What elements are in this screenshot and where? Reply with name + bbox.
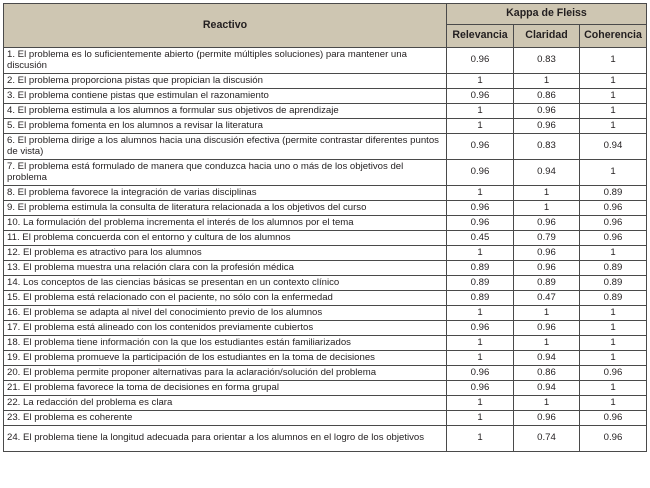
table-row [4, 246, 647, 261]
coherencia-value: 1 [580, 104, 647, 119]
table-row [4, 411, 647, 426]
coherencia-value: 1 [580, 396, 647, 411]
item-text: 19. El problema promueve la participación de los estudiantes en la toma de decisiones [4, 351, 447, 366]
coherencia-value: 1 [580, 246, 647, 261]
item-text: 5. El problema fomenta en los alumnos a revisar la literatura [4, 119, 447, 134]
claridad-value: 0.86 [514, 89, 580, 104]
table-row [4, 186, 647, 201]
relevancia-value: 1 [447, 119, 514, 134]
relevancia-value: 1 [447, 246, 514, 261]
claridad-value: 0.96 [514, 119, 580, 134]
item-text: 20. El problema permite proponer alternativas para la aclaración/solución del problema [4, 366, 447, 381]
table-row [4, 291, 647, 306]
table-row [4, 366, 647, 381]
item-text: 6. El problema dirige a los alumnos hacia una discusión efectiva (permite contrastar diferentes puntos de vista) [4, 134, 447, 160]
relevancia-value: 0.96 [447, 89, 514, 104]
table-row [4, 261, 647, 276]
relevancia-value: 0.96 [447, 160, 514, 186]
table-row [4, 48, 647, 74]
coherencia-value: 1 [580, 89, 647, 104]
item-text: 1. El problema es lo suficientemente abierto (permite múltiples soluciones) para mantener una discusión [4, 48, 447, 74]
coherencia-value: 1 [580, 306, 647, 321]
relevancia-value: 1 [447, 426, 514, 452]
item-text: 7. El problema está formulado de manera que conduzca hacia uno o más de los objetivos del problema [4, 160, 447, 186]
coherencia-value: 1 [580, 381, 647, 396]
coherencia-value: 1 [580, 74, 647, 89]
claridad-value: 0.94 [514, 160, 580, 186]
table-row [4, 104, 647, 119]
coherencia-value: 0.96 [580, 216, 647, 231]
item-text: 24. El problema tiene la longitud adecuada para orientar a los alumnos en el logro de los objetivos [4, 426, 447, 452]
header-coherencia: Coherencia [580, 25, 647, 48]
item-text: 21. El problema favorece la toma de decisiones en forma grupal [4, 381, 447, 396]
table-row [4, 89, 647, 104]
claridad-value: 1 [514, 336, 580, 351]
relevancia-value: 1 [447, 411, 514, 426]
item-text: 11. El problema concuerda con el entorno y cultura de los alumnos [4, 231, 447, 246]
table-row [4, 74, 647, 89]
header-relevancia: Relevancia [447, 25, 514, 48]
coherencia-value: 0.96 [580, 231, 647, 246]
relevancia-value: 0.89 [447, 291, 514, 306]
coherencia-value: 0.96 [580, 201, 647, 216]
item-text: 2. El problema proporciona pistas que propician la discusión [4, 74, 447, 89]
claridad-value: 0.47 [514, 291, 580, 306]
relevancia-value: 1 [447, 74, 514, 89]
coherencia-value: 0.96 [580, 366, 647, 381]
table-row [4, 119, 647, 134]
claridad-value: 0.86 [514, 366, 580, 381]
item-text: 3. El problema contiene pistas que estimulan el razonamiento [4, 89, 447, 104]
item-text: 16. El problema se adapta al nivel del conocimiento previo de los alumnos [4, 306, 447, 321]
table-row [4, 216, 647, 231]
relevancia-value: 0.96 [447, 366, 514, 381]
table-row [4, 426, 647, 452]
table-row [4, 351, 647, 366]
item-text: 14. Los conceptos de las ciencias básicas se presentan en un contexto clínico [4, 276, 447, 291]
relevancia-value: 1 [447, 351, 514, 366]
claridad-value: 1 [514, 396, 580, 411]
item-text: 4. El problema estimula a los alumnos a formular sus objetivos de aprendizaje [4, 104, 447, 119]
item-text: 23. El problema es coherente [4, 411, 447, 426]
claridad-value: 1 [514, 306, 580, 321]
coherencia-value: 0.96 [580, 426, 647, 452]
coherencia-value: 1 [580, 321, 647, 336]
coherencia-value: 0.89 [580, 261, 647, 276]
item-text: 22. La redacción del problema es clara [4, 396, 447, 411]
claridad-value: 0.96 [514, 104, 580, 119]
item-text: 15. El problema está relacionado con el paciente, no sólo con la enfermedad [4, 291, 447, 306]
item-text: 13. El problema muestra una relación clara con la profesión médica [4, 261, 447, 276]
claridad-value: 0.96 [514, 411, 580, 426]
item-text: 10. La formulación del problema incrementa el interés de los alumnos por el tema [4, 216, 447, 231]
table-row [4, 321, 647, 336]
table-row [4, 160, 647, 186]
item-text: 8. El problema favorece la integración de varias disciplinas [4, 186, 447, 201]
relevancia-value: 0.89 [447, 261, 514, 276]
coherencia-value: 0.96 [580, 411, 647, 426]
header-kappa-de-fleiss: Kappa de Fleiss [447, 4, 647, 25]
relevancia-value: 1 [447, 104, 514, 119]
table-row [4, 276, 647, 291]
claridad-value: 0.79 [514, 231, 580, 246]
claridad-value: 0.83 [514, 134, 580, 160]
claridad-value: 1 [514, 201, 580, 216]
claridad-value: 0.83 [514, 48, 580, 74]
relevancia-value: 0.96 [447, 321, 514, 336]
header-claridad: Claridad [514, 25, 580, 48]
table-row [4, 336, 647, 351]
claridad-value: 0.96 [514, 246, 580, 261]
claridad-value: 1 [514, 186, 580, 201]
claridad-value: 0.94 [514, 351, 580, 366]
coherencia-value: 0.94 [580, 134, 647, 160]
relevancia-value: 0.45 [447, 231, 514, 246]
relevancia-value: 0.96 [447, 216, 514, 231]
relevancia-value: 0.89 [447, 276, 514, 291]
relevancia-value: 1 [447, 336, 514, 351]
coherencia-value: 0.89 [580, 291, 647, 306]
coherencia-value: 1 [580, 119, 647, 134]
claridad-value: 0.96 [514, 321, 580, 336]
table-row [4, 396, 647, 411]
relevancia-value: 0.96 [447, 48, 514, 74]
relevancia-value: 0.96 [447, 134, 514, 160]
table-row [4, 381, 647, 396]
kappa-table [3, 3, 647, 452]
table-row [4, 201, 647, 216]
coherencia-value: 1 [580, 160, 647, 186]
claridad-value: 0.96 [514, 261, 580, 276]
relevancia-value: 1 [447, 306, 514, 321]
table-row [4, 134, 647, 160]
relevancia-value: 1 [447, 186, 514, 201]
item-text: 12. El problema es atractivo para los alumnos [4, 246, 447, 261]
coherencia-value: 1 [580, 351, 647, 366]
claridad-value: 0.74 [514, 426, 580, 452]
relevancia-value: 1 [447, 396, 514, 411]
item-text: 17. El problema está alineado con los contenidos previamente cubiertos [4, 321, 447, 336]
claridad-value: 1 [514, 74, 580, 89]
table-row [4, 306, 647, 321]
relevancia-value: 0.96 [447, 201, 514, 216]
item-text: 18. El problema tiene información con la que los estudiantes están familiarizados [4, 336, 447, 351]
coherencia-value: 0.89 [580, 186, 647, 201]
table-row [4, 231, 647, 246]
header-reactivo: Reactivo [4, 4, 447, 48]
coherencia-value: 1 [580, 336, 647, 351]
claridad-value: 0.89 [514, 276, 580, 291]
coherencia-value: 1 [580, 48, 647, 74]
coherencia-value: 0.89 [580, 276, 647, 291]
claridad-value: 0.96 [514, 216, 580, 231]
relevancia-value: 0.96 [447, 381, 514, 396]
item-text: 9. El problema estimula la consulta de literatura relacionada a los objetivos del curso [4, 201, 447, 216]
claridad-value: 0.94 [514, 381, 580, 396]
